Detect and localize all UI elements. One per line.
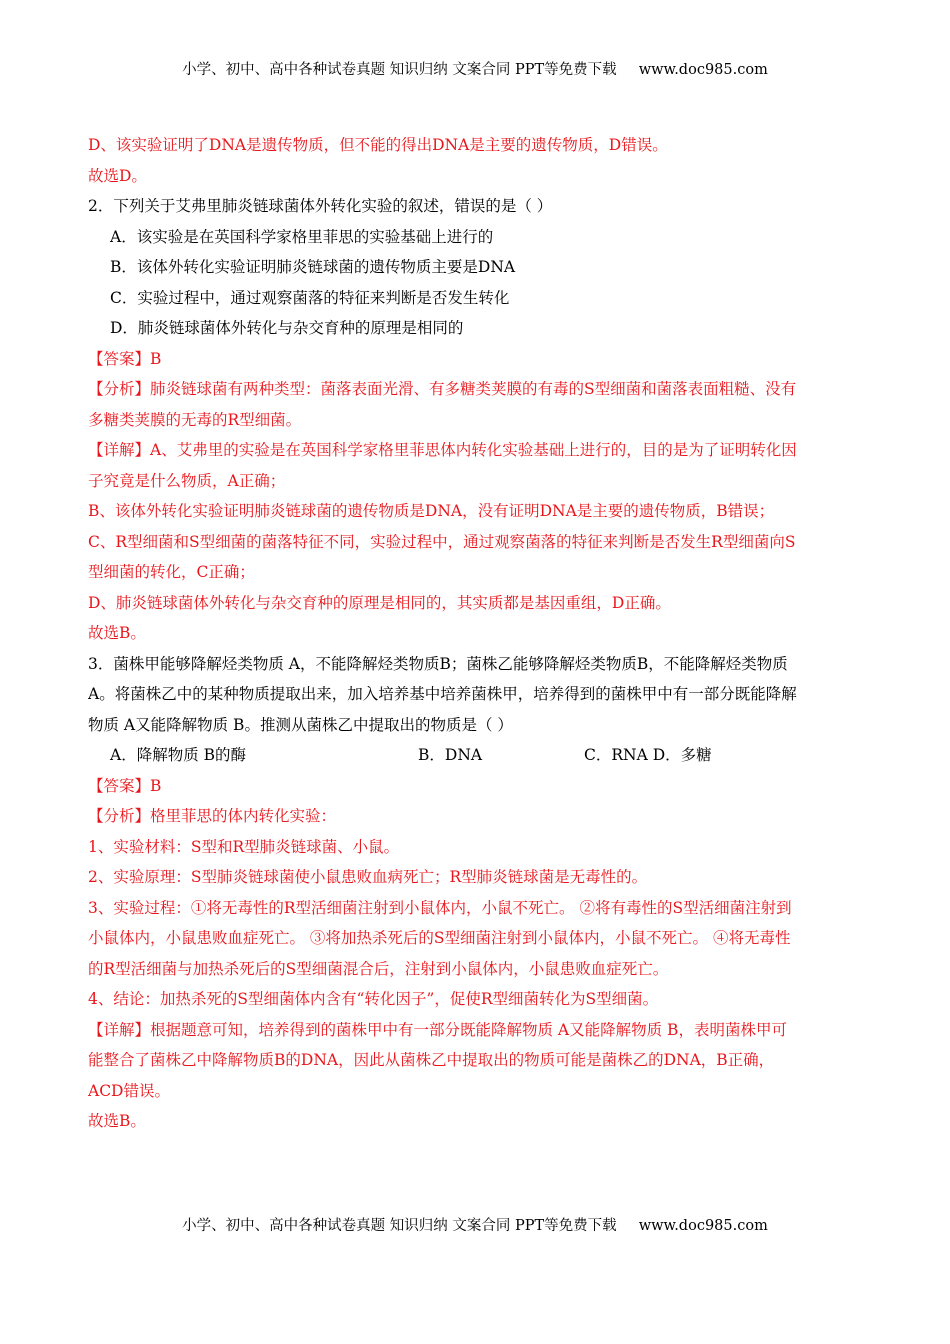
question-2-analysis-cont: 多糖类荚膜的无毒的R型细菌。 xyxy=(88,410,302,429)
question-2-option-c: C．实验过程中，通过观察菌落的特征来判断是否发生转化 xyxy=(110,288,510,307)
question-3-analysis-item-2: 2、实验原理：S型肺炎链球菌使小鼠患败血病死亡；R型肺炎链球菌是无毒性的。 xyxy=(88,868,648,886)
header-url[interactable]: www.doc985.com xyxy=(638,62,768,78)
page-header xyxy=(0,58,950,79)
header-text: 小学、初中、高中各种试卷真题 知识归纳 文案合同 PPT等免费下载 xyxy=(182,62,617,78)
question-3-stem-end: 物质 A又能降解物质 B。推测从菌株乙中提取出的物质是（ ） xyxy=(88,715,513,734)
question-3-analysis-item-3-cont: 小鼠体内，小鼠患败血症死亡。 ③将加热杀死后的S型细菌注射到小鼠体内，小鼠不死亡。 ④将无毒性 xyxy=(88,929,791,947)
question-3-stem-cont: A。将菌株乙中的某种物质提取出来，加入培养基中培养菌株甲，培养得到的菌株甲中有一部分既能降解 xyxy=(88,685,797,703)
question-3-conclusion: 故选B。 xyxy=(88,1112,146,1130)
question-2-explanation-c: C、R型细菌和S型细菌的菌落特征不同，实验过程中，通过观察菌落的特征来判断是否发生R型细菌向S xyxy=(88,532,796,551)
question-3-answer: 【答案】B xyxy=(88,776,162,795)
answer-line: 故选D。 xyxy=(88,166,147,185)
question-2-explanation-b: B、该体外转化实验证明肺炎链球菌的遗传物质是DNA，没有证明DNA是主要的遗传物质，B错误； xyxy=(88,502,775,520)
question-2-analysis: 【分析】肺炎链球菌有两种类型：菌落表面光滑、有多糖类荚膜的有毒的S型细菌和菌落表面粗糙、没有 xyxy=(88,380,797,398)
page-footer xyxy=(0,1214,950,1235)
question-3-option-b: B．DNA xyxy=(418,746,483,764)
question-2-option-a: A．该实验是在英国科学家格里菲思的实验基础上进行的 xyxy=(110,227,494,246)
question-3-explanation: 【详解】根据题意可知，培养得到的菌株甲中有一部分既能降解物质 A又能降解物质 B，表明菌株甲可 xyxy=(88,1020,787,1039)
question-3-analysis-item-1: 1、实验材料：S型和R型肺炎链球菌、小鼠。 xyxy=(88,837,400,856)
question-2-answer: 【答案】B xyxy=(88,349,162,368)
question-2-conclusion: 故选B。 xyxy=(88,624,146,642)
question-3-explanation-cont: 能整合了菌株乙中降解物质B的DNA，因此从菌株乙中提取出的物质可能是菌株乙的DNA，B正确， xyxy=(88,1051,775,1069)
question-2-option-b: B．该体外转化实验证明肺炎链球菌的遗传物质主要是DNA xyxy=(110,258,516,276)
question-2-explanation-cont: 子究竟是什么物质，A正确； xyxy=(88,471,286,490)
question-2-explanation-d: D、肺炎链球菌体外转化与杂交育种的原理是相同的，其实质都是基因重组，D正确。 xyxy=(88,593,671,612)
question-2-option-d: D．肺炎链球菌体外转化与杂交育种的原理是相同的 xyxy=(110,319,464,337)
answer-line: D、该实验证明了DNA是遗传物质，但不能的得出DNA是主要的遗传物质，D错误。 xyxy=(88,136,668,154)
document-body xyxy=(88,130,868,1137)
question-3-option-cd: C．RNA D．多糖 xyxy=(584,746,712,764)
question-3-analysis: 【分析】格里菲思的体内转化实验： xyxy=(88,807,337,825)
question-3-analysis-item-3-end: 的R型活细菌与加热杀死后的S型细菌混合后，注射到小鼠体内，小鼠患败血症死亡。 xyxy=(88,959,669,978)
footer-text: 小学、初中、高中各种试卷真题 知识归纳 文案合同 PPT等免费下载 xyxy=(182,1218,617,1234)
question-3-analysis-item-4: 4、结论：加热杀死的S型细菌体内含有“转化因子”，促使R型细菌转化为S型细菌。 xyxy=(88,990,659,1008)
question-3-option-a: A．降解物质 B的酶 xyxy=(110,746,247,764)
question-3-options xyxy=(88,740,868,771)
question-2-explanation: 【详解】A、艾弗里的实验是在英国科学家格里菲思体内转化实验基础上进行的，目的是为了证明转化因 xyxy=(88,441,797,459)
question-3-stem: 3．菌株甲能够降解烃类物质 A，不能降解烃类物质B；菌株乙能够降解烃类物质B，不能降解烃类物质 xyxy=(88,654,788,673)
question-2-stem: 2．下列关于艾弗里肺炎链球菌体外转化实验的叙述，错误的是（ ） xyxy=(88,197,553,215)
question-2-explanation-c-cont: 型细菌的转化，C正确； xyxy=(88,563,255,581)
footer-url[interactable]: www.doc985.com xyxy=(638,1218,768,1234)
question-3-explanation-end: ACD错误。 xyxy=(88,1081,170,1100)
question-3-analysis-item-3: 3、实验过程：①将无毒性的R型活细菌注射到小鼠体内，小鼠不死亡。 ②将有毒性的S型活细菌注射到 xyxy=(88,898,792,917)
